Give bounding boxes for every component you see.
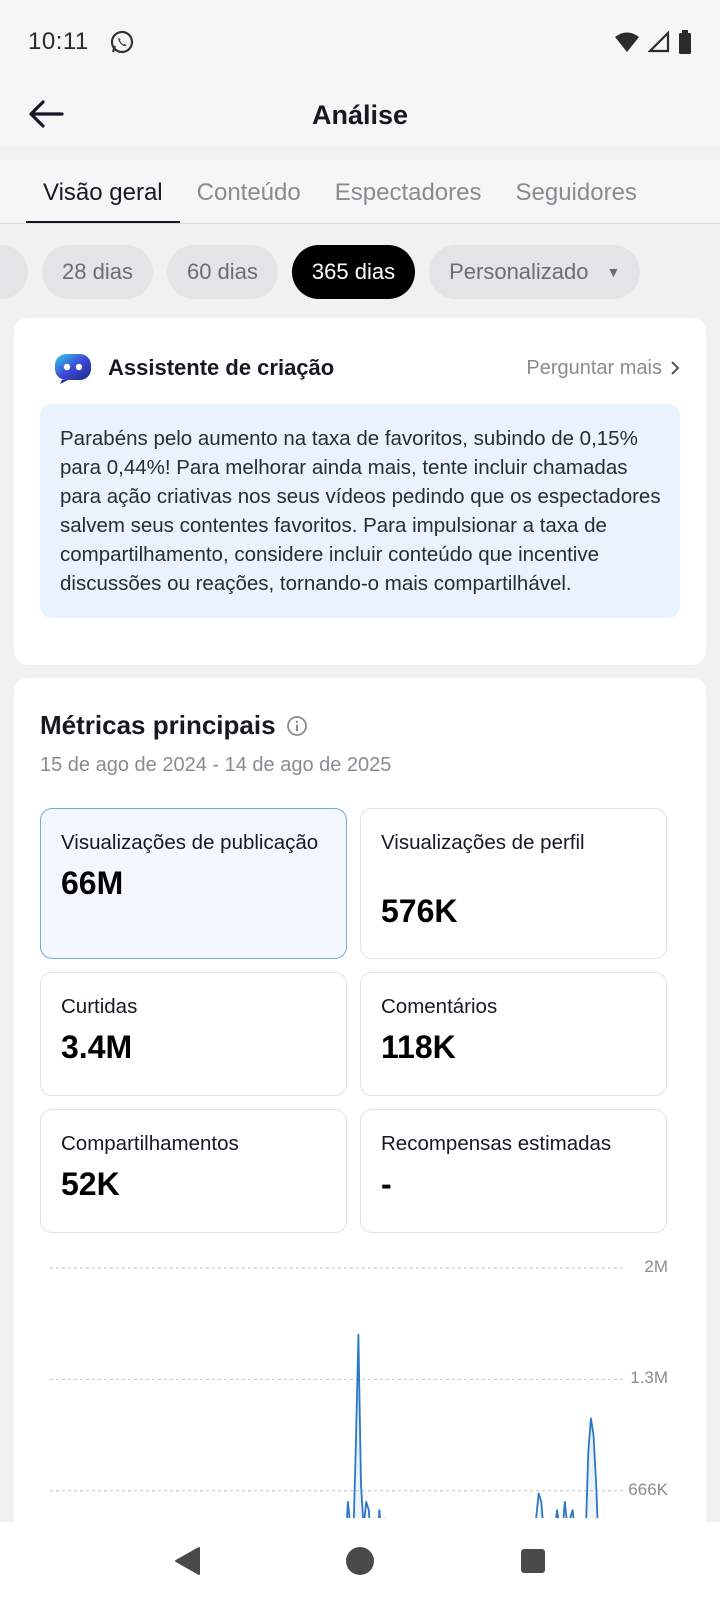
assistant-card [14,318,706,665]
metric-value: 52K [61,1166,120,1202]
page-title: Análise [311,99,409,130]
ask-more-link[interactable] [526,357,680,380]
nav-back-button[interactable] [167,1541,207,1581]
period-chip-custom[interactable] [429,245,640,299]
ask-more-label: Perguntar mais [526,356,662,379]
status-time: 10:11 [28,28,89,55]
metric-rewards[interactable] [360,1109,667,1233]
metric-label: Visualizações de publicação [61,831,319,854]
system-nav-bar [0,1522,720,1600]
y-tick-label: 2M [644,1257,668,1276]
info-icon[interactable] [286,715,308,737]
whatsapp-icon [109,29,135,55]
views-chart [14,1257,706,1518]
period-chip-28[interactable]: 28 dias [42,245,153,299]
assistant-message: Parabéns pelo aumento na taxa de favoritos, subindo de 0,15% para 0,44%! Para melhorar ainda mais, tente incluir chamadas para ação criativas nos seus vídeos pedindo que os espectadores salvem seus contentes favoritos. Para impulsionar a taxa de compartilhamento, considere incluir conteúdo que incentive discussões ou reações, tornando-o mais compartilhável. [40,404,680,618]
period-chip-60[interactable]: 60 dias [167,245,278,299]
metric-label: Curtidas [61,995,138,1018]
metric-value: - [381,1166,392,1202]
battery-icon [678,30,692,54]
metric-comments[interactable] [360,972,667,1096]
tab-content[interactable]: Conteúdo [196,179,301,206]
metric-label: Comentários [381,995,498,1018]
nav-home-button[interactable] [340,1541,380,1581]
period-selector [0,244,720,300]
metrics-card [14,678,706,1600]
metric-value: 3.4M [61,1029,133,1065]
period-chip-365[interactable]: 365 dias [292,245,415,299]
metrics-title: Métricas principais [40,710,276,740]
tab-overview[interactable]: Visão geral [26,179,180,223]
chart-canvas [14,1262,706,1518]
metric-value: 66M [61,865,124,901]
tab-followers[interactable]: Seguidores [515,179,637,206]
metric-value: 576K [381,893,458,929]
metric-likes[interactable] [40,972,347,1096]
period-chip-custom-label: Personalizado [449,259,589,284]
nav-recents-button[interactable] [513,1541,553,1581]
metric-profile-views[interactable] [360,808,667,959]
metric-value: 118K [381,1029,456,1065]
metric-label: Recompensas estimadas [381,1132,612,1155]
period-chip-hidden[interactable] [0,245,28,299]
arrow-left-icon [28,99,64,129]
status-bar [0,0,720,84]
home-circle-icon [345,1546,375,1576]
signal-icon [648,31,670,53]
back-button[interactable] [26,94,66,134]
metric-label: Compartilhamentos [61,1132,239,1155]
back-triangle-icon [173,1546,201,1576]
wifi-icon [614,31,640,53]
app-header [0,84,720,146]
tab-bar [0,160,720,224]
y-tick-label: 666K [628,1479,668,1499]
recents-square-icon [520,1548,546,1574]
metrics-date-range: 15 de ago de 2024 - 14 de ago de 2025 [40,754,392,776]
metric-shares[interactable] [40,1109,347,1233]
tabs-fade [680,160,720,224]
tab-viewers[interactable]: Espectadores [334,179,482,206]
assistant-title: Assistente de criação [108,355,335,380]
assistant-logo-icon [54,352,94,384]
caret-down-icon: ▼ [606,264,621,280]
chevron-right-icon [670,360,680,376]
metric-post-views[interactable] [40,808,347,959]
y-tick-label: 1.3M [630,1368,668,1388]
metric-label: Visualizações de perfil [381,831,585,854]
